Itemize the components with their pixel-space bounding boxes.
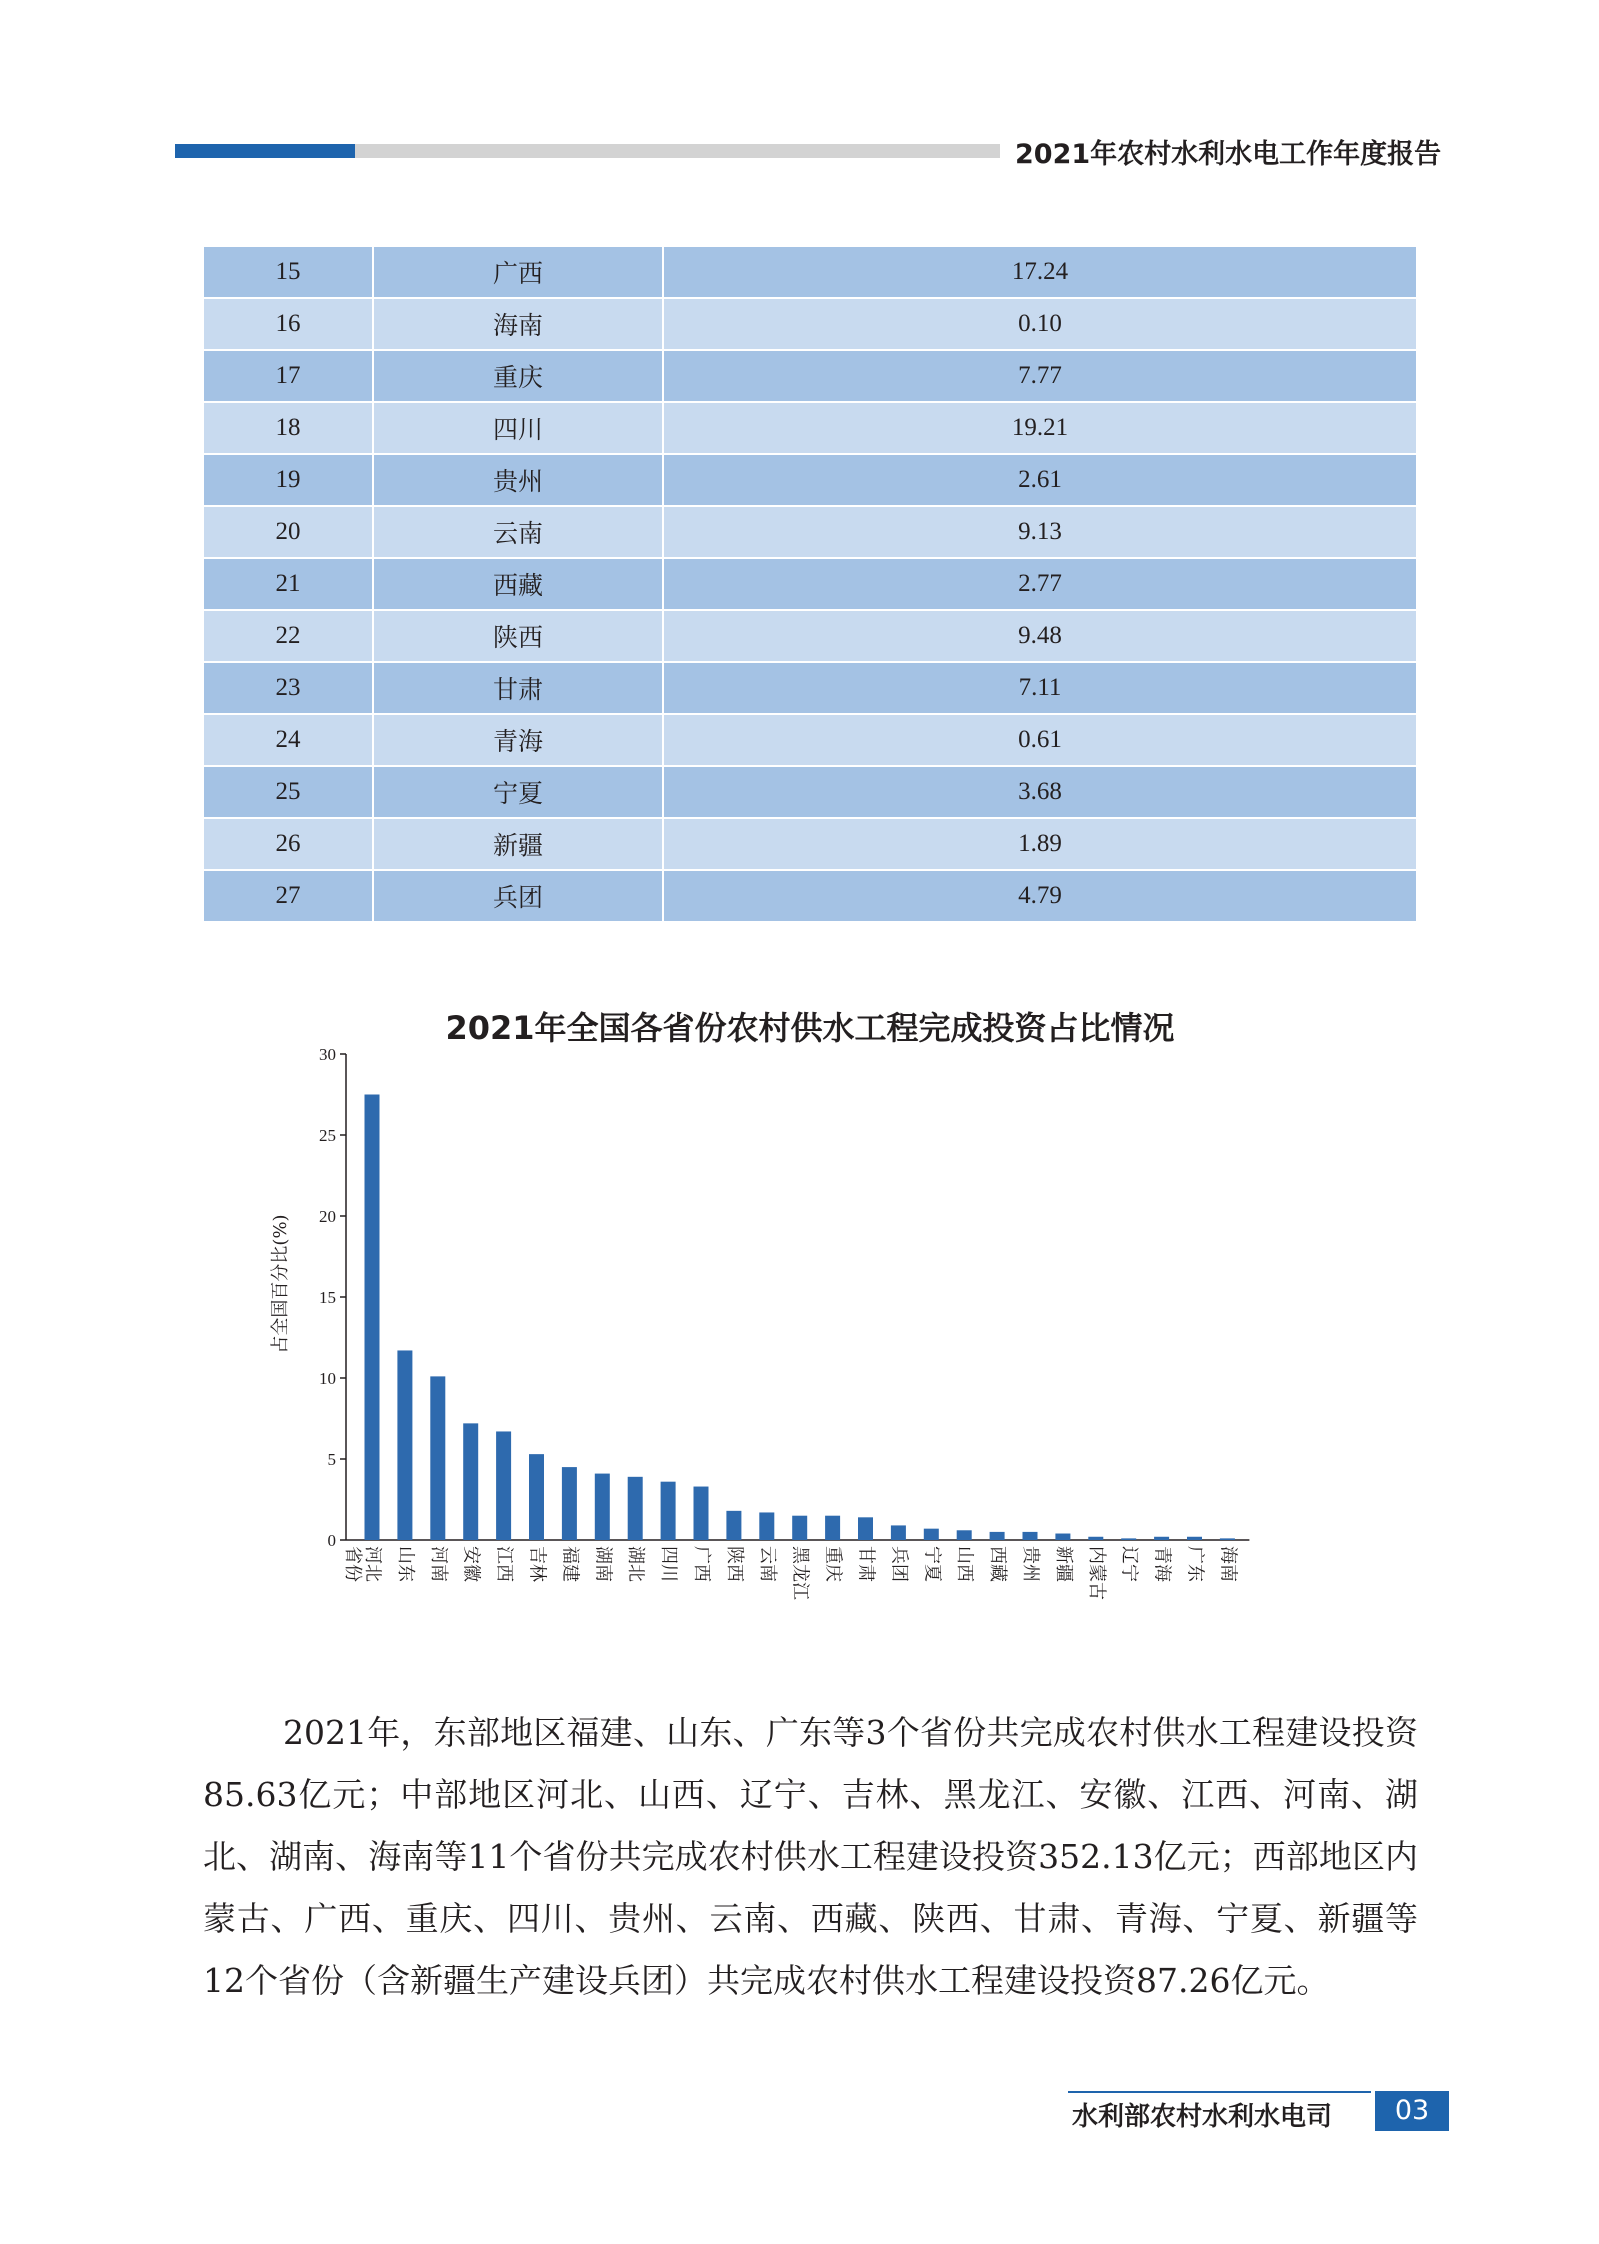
row-index: 16 — [204, 298, 373, 350]
row-index: 15 — [204, 247, 373, 298]
bar — [1088, 1537, 1103, 1540]
row-index: 23 — [204, 662, 373, 714]
row-index: 18 — [204, 402, 373, 454]
bar — [759, 1512, 774, 1540]
category-label: 湖北 — [625, 1546, 647, 1582]
y-axis-label: 占全国百分比(%) — [270, 1214, 291, 1354]
row-index: 25 — [204, 766, 373, 818]
category-label: 河南 — [427, 1546, 449, 1582]
y-tick-label: 0 — [327, 1531, 336, 1550]
category-label: 云南 — [756, 1546, 778, 1582]
row-value: 7.77 — [663, 350, 1416, 402]
row-index: 26 — [204, 818, 373, 870]
row-index: 20 — [204, 506, 373, 558]
category-label: 山西 — [954, 1546, 976, 1582]
y-tick-label: 15 — [319, 1288, 336, 1307]
category-label: 陕西 — [723, 1546, 745, 1582]
row-value: 1.89 — [663, 818, 1416, 870]
report-title: 2021年农村水利水电工作年度报告 — [1015, 139, 1442, 170]
row-province: 海南 — [373, 298, 663, 350]
row-value: 2.77 — [663, 558, 1416, 610]
category-label: 广东 — [1184, 1546, 1206, 1582]
row-province: 西藏 — [373, 558, 663, 610]
bar — [1055, 1534, 1070, 1540]
bar — [990, 1532, 1005, 1540]
bar — [430, 1376, 445, 1540]
category-label: 重庆 — [822, 1546, 844, 1582]
bar — [595, 1474, 610, 1540]
row-index: 24 — [204, 714, 373, 766]
row-province: 云南 — [373, 506, 663, 558]
bar — [1121, 1538, 1136, 1540]
row-province: 新疆 — [373, 818, 663, 870]
bar — [792, 1516, 807, 1540]
row-province: 宁夏 — [373, 766, 663, 818]
bar — [1220, 1538, 1235, 1540]
bar — [726, 1511, 741, 1540]
bar — [463, 1423, 478, 1540]
row-province: 重庆 — [373, 350, 663, 402]
bar — [891, 1525, 906, 1540]
category-label: 江西 — [493, 1546, 515, 1582]
bar — [529, 1454, 544, 1540]
bar — [694, 1487, 709, 1540]
bar — [365, 1095, 380, 1541]
chart-title: 2021年全国各省份农村供水工程完成投资占比情况 — [445, 1009, 1175, 1047]
row-value: 3.68 — [663, 766, 1416, 818]
bar — [496, 1431, 511, 1540]
category-label: 辽宁 — [1118, 1546, 1140, 1582]
row-value: 9.13 — [663, 506, 1416, 558]
y-tick-label: 5 — [327, 1450, 336, 1469]
x-axis-label: 省份 — [342, 1546, 363, 1582]
row-value: 4.79 — [663, 870, 1416, 922]
y-tick-label: 30 — [319, 1045, 336, 1064]
row-province: 陕西 — [373, 610, 663, 662]
category-label: 新疆 — [1052, 1546, 1074, 1582]
row-value: 9.48 — [663, 610, 1416, 662]
category-label: 湖南 — [592, 1546, 614, 1582]
category-label: 福建 — [559, 1546, 581, 1582]
bar — [661, 1482, 676, 1540]
category-label: 青海 — [1151, 1546, 1173, 1582]
row-province: 贵州 — [373, 454, 663, 506]
row-value: 0.61 — [663, 714, 1416, 766]
row-province: 甘肃 — [373, 662, 663, 714]
category-label: 兵团 — [888, 1546, 910, 1582]
category-label: 吉林 — [526, 1546, 548, 1582]
category-label: 广西 — [691, 1546, 712, 1582]
bar — [924, 1529, 939, 1540]
row-value: 17.24 — [663, 247, 1416, 298]
page-number: 03 — [1375, 2091, 1449, 2131]
bar — [825, 1516, 840, 1540]
body-paragraph: 2021年，东部地区福建、山东、广东等3个省份共完成农村供水工程建设投资85.63亿元；中部地区河北、山西、辽宁、吉林、黑龙江、安徽、江西、河南、湖北、湖南、海南等11个省份共完成农村供水工程建设投资352.13亿元；西部地区内蒙古、广西、重庆、四川、贵州、云南、西藏、陕西、甘肃、青海、宁夏、新疆等12个省份（含新疆生产建设兵团）共完成农村供水工程建设投资87.26亿元。 — [203, 1713, 1418, 2000]
category-label: 黑龙江 — [789, 1546, 811, 1600]
y-tick-label: 10 — [319, 1369, 336, 1388]
row-index: 27 — [204, 870, 373, 922]
bar — [1023, 1532, 1038, 1540]
bar — [1187, 1537, 1202, 1540]
category-label: 宁夏 — [921, 1546, 943, 1582]
category-label: 西藏 — [987, 1546, 1009, 1582]
row-value: 2.61 — [663, 454, 1416, 506]
row-province: 四川 — [373, 402, 663, 454]
bar — [858, 1517, 873, 1540]
row-province: 青海 — [373, 714, 663, 766]
row-index: 17 — [204, 350, 373, 402]
row-value: 19.21 — [663, 402, 1416, 454]
category-label: 内蒙古 — [1085, 1546, 1107, 1600]
bar — [397, 1350, 412, 1540]
category-label: 山东 — [394, 1546, 416, 1582]
bar — [562, 1467, 577, 1540]
category-label: 安徽 — [460, 1546, 482, 1582]
row-province: 广西 — [373, 247, 663, 298]
row-value: 7.11 — [663, 662, 1416, 714]
y-tick-label: 20 — [319, 1207, 336, 1226]
y-tick-label: 25 — [319, 1126, 336, 1145]
row-index: 22 — [204, 610, 373, 662]
row-province: 兵团 — [373, 870, 663, 922]
row-index: 21 — [204, 558, 373, 610]
category-label: 贵州 — [1020, 1546, 1041, 1582]
category-label: 海南 — [1217, 1546, 1239, 1582]
category-label: 甘肃 — [855, 1546, 877, 1582]
footer-org: 水利部农村水利水电司 — [1072, 2102, 1333, 2132]
footer-rule — [1068, 2091, 1371, 2093]
row-index: 19 — [204, 454, 373, 506]
bar — [957, 1530, 972, 1540]
category-label: 河北 — [362, 1546, 383, 1582]
bar — [1154, 1537, 1169, 1540]
row-value: 0.10 — [663, 298, 1416, 350]
bar — [628, 1477, 643, 1540]
category-label: 四川 — [658, 1546, 680, 1582]
